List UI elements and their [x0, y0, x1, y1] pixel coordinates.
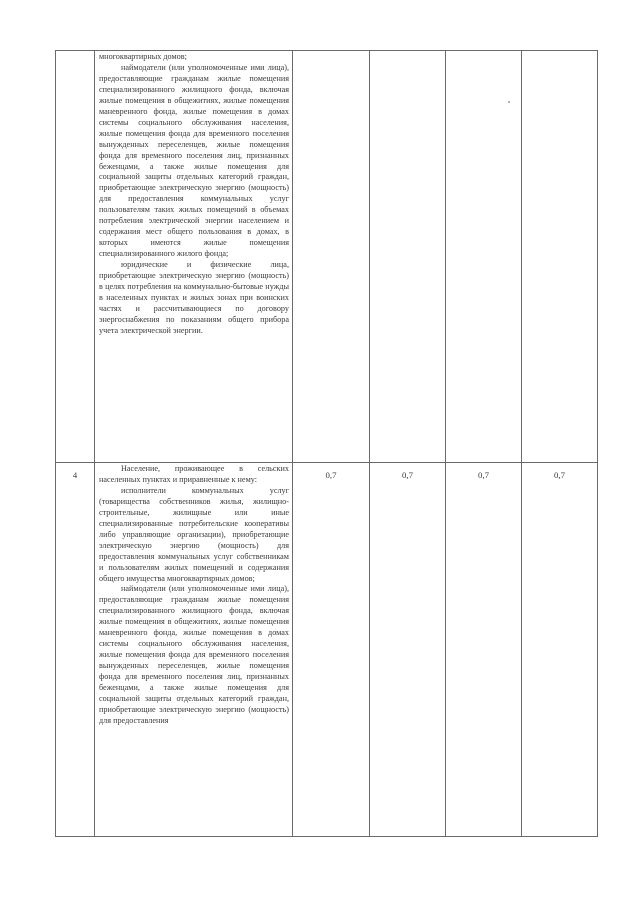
tariff-value-cell	[293, 51, 370, 463]
tariff-value-cell: 0,7	[293, 463, 370, 837]
table-row	[56, 51, 598, 463]
table-row	[56, 463, 598, 837]
row-number-cell: 4	[56, 463, 95, 837]
consumer-category-cell	[95, 463, 293, 837]
tariff-value-cell	[446, 51, 522, 463]
row-text-paragraph: многоквартирных домов;	[99, 52, 187, 61]
row-text-paragraph: исполнители коммунальных услуг (товарищества собственников жилья, жилищно-строительные, жилищные или иные специализированные потребительские кооперативы либо управляющие организации), приобретающие электрическую энергию (мощность) для предоставления коммунальных услуг собственникам и пользователям жилых помещений и содержания общего имущества многоквартирных домов;	[99, 485, 289, 583]
tariff-value-cell: 0,7	[370, 463, 446, 837]
row-number-cell	[56, 51, 95, 463]
tariff-table	[55, 50, 598, 837]
row-text-paragraph: юридические и физические лица, приобретающие электрическую энергию (мощность) в целях потребления на коммунально-бытовые нужды в населенных пунктах и жилых зонах при воинских частях и рассчитывающиеся по договору энергоснабжения по показаниям общего прибора учета электрической энергии.	[99, 260, 289, 335]
tariff-value-cell: 0,7	[522, 463, 598, 837]
row-text-paragraph: Население, проживающее в сельских населенных пунктах и приравненные к нему:	[99, 464, 289, 484]
tariff-value-cell	[522, 51, 598, 463]
consumer-category-cell	[95, 51, 293, 463]
row-text-paragraph: наймодатели (или уполномоченные ими лица), предоставляющие гражданам жилые помещения специализированного жилищного фонда, включая жилые помещения в общежитиях, жилые помещения маневренного фонда, жилые помещения в домах системы социального обслуживания населения, жилые помещения фонда для временного поселения вынужденных переселенцев, жилые помещения фонда для временного поселения лиц, признанных беженцами, а также жилые помещения для социальной защиты отдельных категорий граждан, приобретающие электрическую энергию (мощность) для предоставления коммунальных услуг пользователям таких жилых помещений в объемах потребления электрической энергии населением и содержания мест общего пользования в домах, в которых имеются жилые помещения специализированного жилого фонда;	[99, 62, 289, 259]
tariff-value-cell: 0,7	[446, 463, 522, 837]
row-text-paragraph: наймодатели (или уполномоченные ими лица), предоставляющие гражданам жилые помещения специализированного жилищного фонда, включая жилые помещения в общежитиях, жилые помещения маневренного фонда, жилые помещения в домах системы социального обслуживания населения, жилые помещения фонда для временного поселения вынужденных переселенцев, жилые помещения фонда для временного поселения лиц, признанных беженцами, а также жилые помещения для социальной защиты отдельных категорий граждан, приобретающие электрическую энергию (мощность) для предоставления	[99, 584, 289, 725]
tariff-value-cell	[370, 51, 446, 463]
